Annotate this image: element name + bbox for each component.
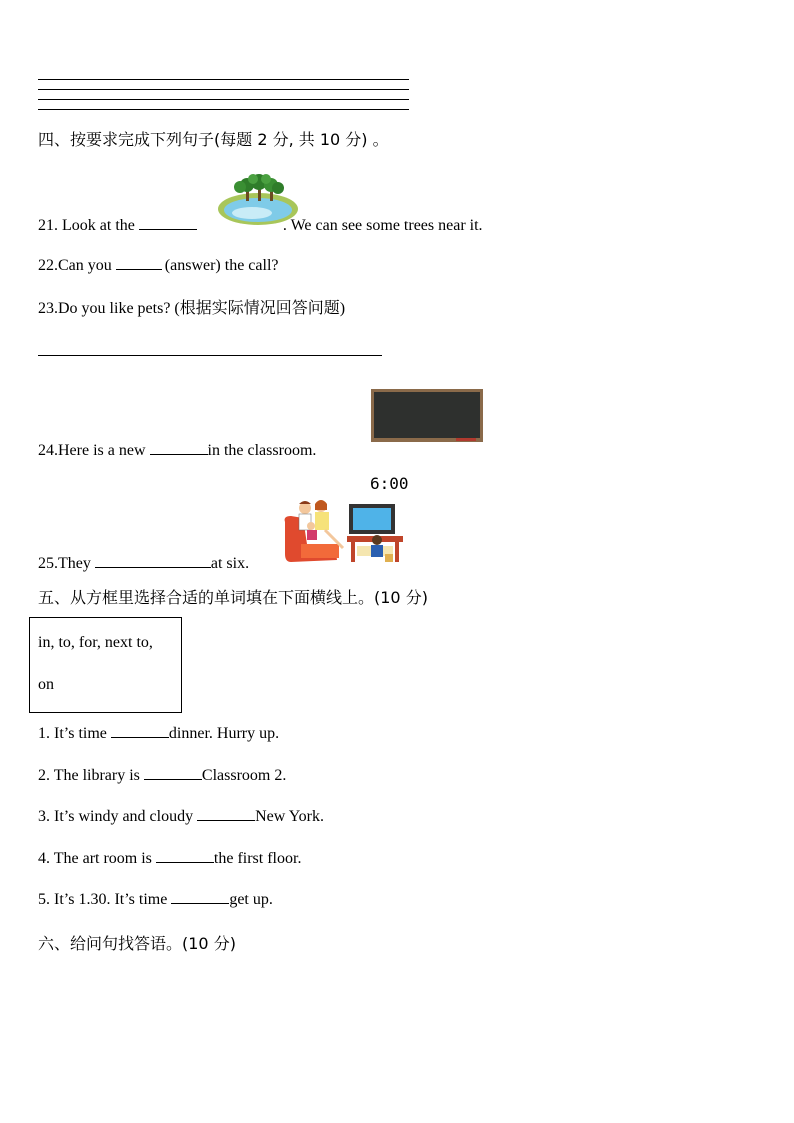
- blackboard-image: [371, 389, 485, 444]
- answer-line: [38, 79, 409, 80]
- exercise-1-text-end: dinner. Hurry up.: [168, 725, 280, 742]
- question-21-text-end: . We can see some trees near it.: [282, 217, 483, 234]
- word-bank-box: [29, 617, 182, 713]
- question-24-text: 24.Here is a new: [38, 442, 146, 459]
- question-22-text-end: (answer) the call?: [164, 257, 279, 274]
- question-25: [38, 553, 249, 573]
- exercise-4-text: 4. The art room is: [38, 850, 152, 867]
- answer-blank[interactable]: [111, 723, 169, 738]
- exercise-3: [38, 806, 324, 826]
- answer-blank[interactable]: [116, 255, 162, 270]
- exercise-5-text-end: get up.: [229, 891, 273, 908]
- exercise-5: [38, 889, 273, 909]
- question-24-text-end: in the classroom.: [207, 442, 317, 459]
- answer-blank[interactable]: [197, 806, 255, 821]
- question-21-text: 21. Look at the: [38, 217, 135, 234]
- answer-line: [38, 109, 409, 110]
- exercise-1: [38, 723, 279, 743]
- answer-blank[interactable]: [139, 215, 197, 230]
- exercise-4: [38, 848, 301, 868]
- answer-line: [38, 89, 409, 90]
- question-22: [38, 255, 279, 275]
- answer-blank[interactable]: [144, 765, 202, 780]
- question-24: [38, 440, 316, 460]
- answer-blank[interactable]: [95, 553, 211, 568]
- question-25-text-end: at six.: [210, 555, 250, 572]
- clock-time-label: 6:00: [370, 474, 409, 493]
- section-5-heading: 五、从方框里选择合适的单词填在下面横线上。(10 分): [38, 588, 428, 607]
- exercise-2-text-end: Classroom 2.: [201, 767, 287, 784]
- exercise-3-text: 3. It’s windy and cloudy: [38, 808, 194, 825]
- exercise-2: [38, 765, 286, 785]
- family-watching-tv-image: [281, 496, 407, 566]
- answer-line[interactable]: [38, 355, 382, 356]
- question-25-text: 25.They: [38, 555, 91, 572]
- question-21: [38, 215, 483, 235]
- section-6-heading: 六、给问句找答语。(10 分): [38, 934, 236, 953]
- exercise-1-text: 1. It’s time: [38, 725, 107, 742]
- exercise-2-text: 2. The library is: [38, 767, 140, 784]
- answer-blank[interactable]: [171, 889, 229, 904]
- word-bank-line-2: on: [38, 676, 54, 693]
- exercise-5-text: 5. It’s 1.30. It’s time: [38, 891, 168, 908]
- answer-line: [38, 99, 409, 100]
- answer-blank[interactable]: [156, 848, 214, 863]
- question-23: 23.Do you like pets? (根据实际情况回答问题): [38, 300, 346, 317]
- answer-blank[interactable]: [150, 440, 208, 455]
- question-22-text: 22.Can you: [38, 257, 112, 274]
- exercise-3-text-end: New York.: [255, 808, 324, 825]
- section-4-heading: 四、按要求完成下列句子(每题 2 分, 共 10 分) 。: [38, 130, 389, 149]
- word-bank-line-1: in, to, for, next to,: [38, 634, 153, 651]
- exercise-4-text-end: the first floor.: [213, 850, 302, 867]
